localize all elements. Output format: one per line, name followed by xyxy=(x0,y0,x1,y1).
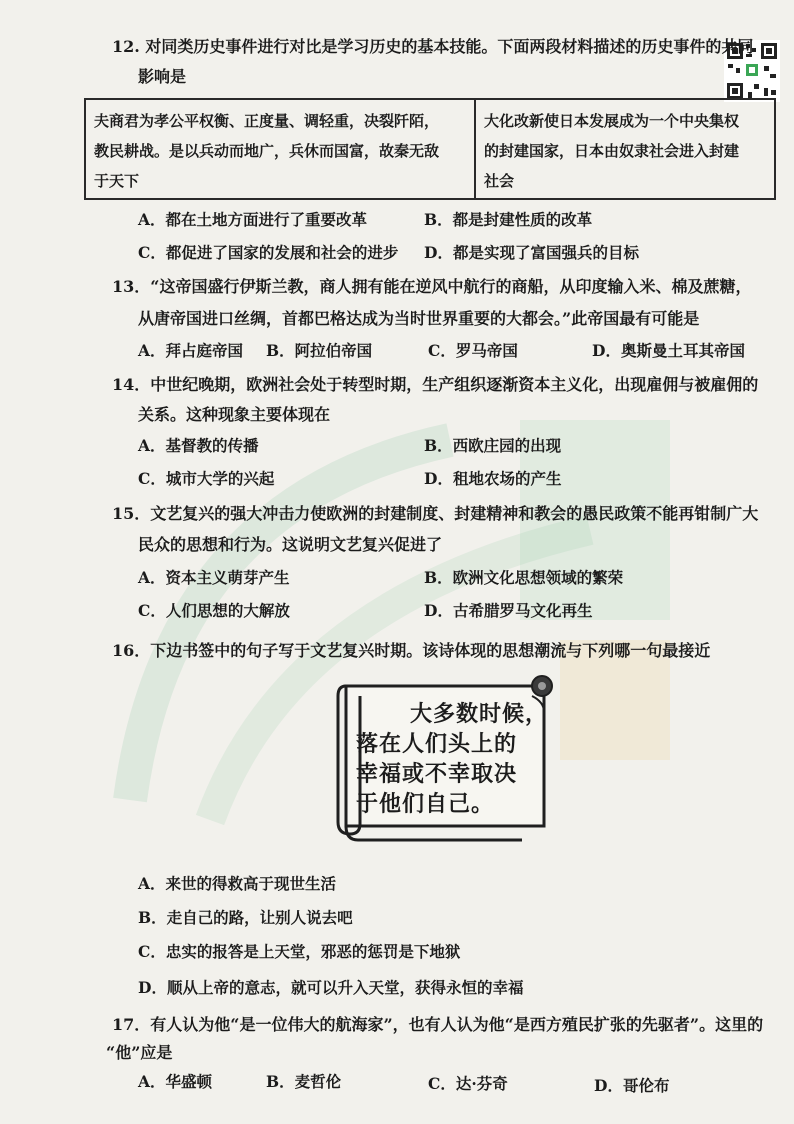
q16-stem: 16．下边书签中的句子写于文艺复兴时期。该诗体现的思想潮流与下列哪一句最接近 xyxy=(112,641,711,660)
q16-option-c: C．忠实的报答是上天堂，邪恶的惩罚是下地狱 xyxy=(138,942,461,961)
q12-material-table xyxy=(84,98,776,200)
q14-option-b: B．西欧庄园的出现 xyxy=(424,436,562,455)
q12-left-line: 夫商君为孝公平权衡、正度量、调轻重，决裂阡陌， xyxy=(94,112,440,130)
bookmark-line: 于他们自己。 xyxy=(356,792,495,817)
bookmark-line: 幸福或不幸取决 xyxy=(356,762,518,787)
q13-option-a: A．拜占庭帝国 xyxy=(138,341,244,360)
q16-option-d: D．顺从上帝的意志，就可以升入天堂，获得永恒的幸福 xyxy=(138,978,524,997)
q12-option-b: B．都是封建性质的改革 xyxy=(424,210,593,229)
q14-option-d: D．租地农场的产生 xyxy=(424,469,562,488)
q12-stem-line1: 12. 对同类历史事件进行对比是学习历史的基本技能。下面两段材料描述的历史事件的共同 xyxy=(112,37,754,56)
q14-option-a: A．基督教的传播 xyxy=(138,436,259,455)
q12-right-line: 大化改新使日本发展成为一个中央集权 xyxy=(484,112,740,130)
q16-option-b: B．走自己的路，让别人说去吧 xyxy=(138,908,353,927)
q12-right-line: 社会 xyxy=(484,172,515,190)
bookmark-text xyxy=(356,700,549,820)
q15-stem-line1: 15．文艺复兴的强大冲击力使欧洲的封建制度、封建精神和教会的愚民政策不能再钳制广大 xyxy=(112,504,759,523)
q12-option-a: A．都在土地方面进行了重要改革 xyxy=(138,210,368,229)
q13-option-c: C．罗马帝国 xyxy=(428,341,518,360)
q12-material-left xyxy=(86,100,476,198)
q17-stem-line1: 17．有人认为他“是一位伟大的航海家”，也有人认为他“是西方殖民扩张的先驱者”。这里的 xyxy=(112,1015,764,1034)
q17-option-c: C．达·芬奇 xyxy=(428,1074,508,1093)
q15-option-d: D．古希腊罗马文化再生 xyxy=(424,601,593,620)
q13-option-b: B．阿拉伯帝国 xyxy=(266,341,373,360)
q17-option-d: D．哥伦布 xyxy=(594,1076,670,1095)
q13-stem-line2: 从唐帝国进口丝绸，首都巴格达成为当时世界重要的大都会。”此帝国最有可能是 xyxy=(138,309,700,328)
q14-option-c: C．城市大学的兴起 xyxy=(138,469,275,488)
q17-option-b: B．麦哲伦 xyxy=(266,1072,342,1091)
q15-stem-line2: 民众的思想和行为。这说明文艺复兴促进了 xyxy=(138,535,443,554)
q17-stem-line2: “他”应是 xyxy=(106,1043,173,1062)
q14-stem-line2: 关系。这种现象主要体现在 xyxy=(138,405,331,424)
q15-option-c: C．人们思想的大解放 xyxy=(138,601,290,620)
q16-option-a: A．来世的得救高于现世生活 xyxy=(138,874,337,893)
q15-option-b: B．欧洲文化思想领域的繁荣 xyxy=(424,568,624,587)
q13-stem-line1: 13．“这帝国盛行伊斯兰教，商人拥有能在逆风中航行的商船，从印度输入米、棉及蔗糖， xyxy=(112,277,752,296)
q12-right-line: 的封建国家，日本由奴隶社会进入封建 xyxy=(484,142,740,160)
q14-stem-line1: 14．中世纪晚期，欧洲社会处于转型时期，生产组织逐渐资本主义化，出现雇佣与被雇佣的 xyxy=(112,375,759,394)
q17-option-a: A．华盛顿 xyxy=(138,1072,213,1091)
q12-left-line: 教民耕战。是以兵动而地广，兵休而国富，故秦无敌 xyxy=(94,142,440,160)
q12-left-line: 于天下 xyxy=(94,172,140,190)
bookmark-line: 大多数时候， xyxy=(410,702,549,727)
q13-option-d: D．奥斯曼土耳其帝国 xyxy=(592,341,745,360)
q12-material-right xyxy=(476,100,774,198)
q12-stem-line2: 影响是 xyxy=(138,67,187,86)
bookmark-line: 落在人们头上的 xyxy=(356,732,518,757)
q15-option-a: A．资本主义萌芽产生 xyxy=(138,568,290,587)
q12-option-c: C．都促进了国家的发展和社会的进步 xyxy=(138,243,399,262)
q12-option-d: D．都是实现了富国强兵的目标 xyxy=(424,243,639,262)
